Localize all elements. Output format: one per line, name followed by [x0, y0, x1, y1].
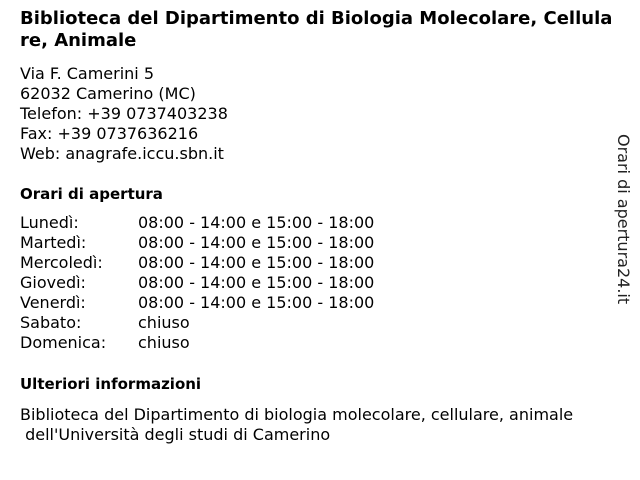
additional-info-text [20, 405, 620, 445]
day-label: Venerdì: [20, 293, 86, 312]
day-label: Sabato: [20, 313, 82, 332]
time-value: 08:00 - 14:00 e 15:00 - 18:00 [138, 233, 375, 252]
time-value: chiuso [138, 333, 190, 352]
day-label: Mercoledì: [20, 253, 103, 272]
time-value: 08:00 - 14:00 e 15:00 - 18:00 [138, 253, 375, 272]
phone-number: Telefon: +39 0737403238 [20, 104, 228, 123]
day-label: Martedì: [20, 233, 87, 252]
time-value: chiuso [138, 313, 190, 332]
website-link[interactable]: Web: anagrafe.iccu.sbn.it [20, 144, 224, 163]
fax-number: Fax: +39 0737636216 [20, 124, 199, 143]
site-watermark [612, 134, 634, 310]
time-value: 08:00 - 14:00 e 15:00 - 18:00 [138, 293, 375, 312]
time-value: 08:00 - 14:00 e 15:00 - 18:00 [138, 213, 375, 232]
address-block [20, 64, 228, 164]
city-address: 62032 Camerino (MC) [20, 84, 196, 103]
day-label: Giovedì: [20, 273, 86, 292]
day-label: Lunedì: [20, 213, 79, 232]
info-line: Biblioteca del Dipartimento di biologia molecolare, cellulare, animale [20, 405, 574, 424]
time-value: 08:00 - 14:00 e 15:00 - 18:00 [138, 273, 375, 292]
info-line: dell'Università degli studi di Camerino [20, 425, 331, 444]
additional-info-heading: Ulteriori informazioni [20, 375, 202, 393]
watermark-text: Orari di apertura24.it [614, 134, 633, 305]
opening-hours-heading: Orari di apertura [20, 185, 163, 203]
page-title: Biblioteca del Dipartimento di Biologia Molecolare, Cellulare, Animale [20, 8, 613, 51]
street-address: Via F. Camerini 5 [20, 64, 155, 83]
day-label: Domenica: [20, 333, 107, 352]
